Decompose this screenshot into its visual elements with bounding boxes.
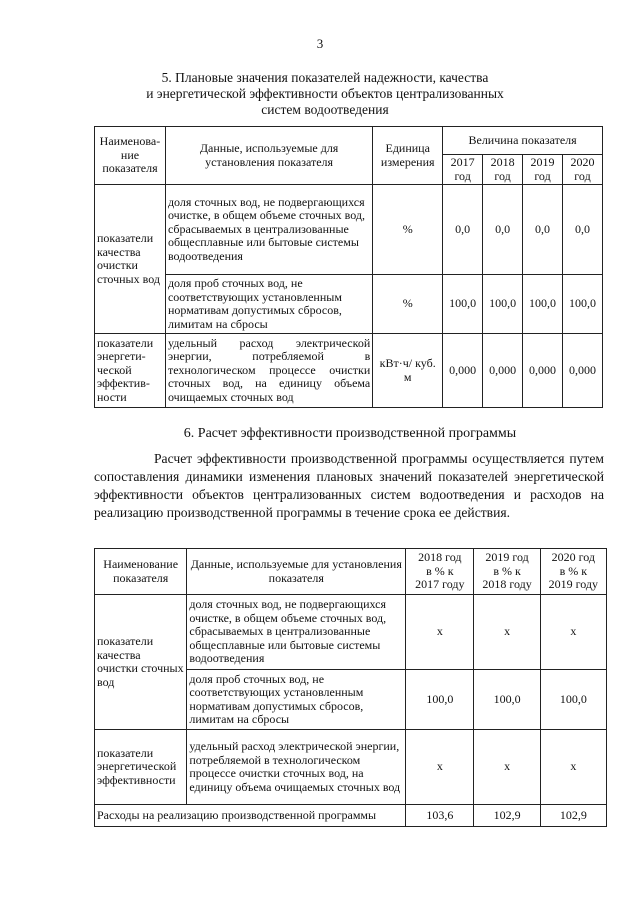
value-cell: 100,0 bbox=[562, 275, 602, 334]
header-year-col: 2018 год в % к 2017 году bbox=[406, 549, 474, 595]
header-value: Величина показателя bbox=[443, 127, 603, 155]
value-cell: 0,000 bbox=[443, 334, 483, 408]
value-cell: х bbox=[540, 595, 606, 670]
value-cell: 0,0 bbox=[562, 185, 602, 275]
value-cell: 0,000 bbox=[483, 334, 523, 408]
value-cell: 100,0 bbox=[540, 670, 606, 730]
row-unit: % bbox=[373, 185, 443, 275]
value-cell: 100,0 bbox=[474, 670, 540, 730]
row-unit: % bbox=[373, 275, 443, 334]
value-cell: 103,6 bbox=[406, 805, 474, 827]
table-row bbox=[95, 185, 603, 275]
efficiency-paragraph: Расчет эффективности производственной программы осуществляется путем сопоставления динамики изменения плановых значений показателей энергетической эффективности объектов централизованных систем водоотведения и расходов на реализацию производственной программы в течение срока ее действия. bbox=[94, 451, 604, 520]
header-year: 2019 год bbox=[523, 155, 563, 185]
header-year: 2017 год bbox=[443, 155, 483, 185]
row-data: доля проб сточных вод, не соответствующих установленным нормативам допустимых сбросов, лимитам на сбросы bbox=[187, 670, 406, 730]
header-data: Данные, используемые для установления показателя bbox=[187, 549, 406, 595]
value-cell: х bbox=[540, 730, 606, 805]
header-data: Данные, используемые для установления показателя bbox=[165, 127, 372, 185]
value-cell: 0,0 bbox=[523, 185, 563, 275]
row-data: удельный расход электрической энергии, потребляемой в технологическом процессе очистки сточных вод, на единицу объема очищаемых сточных вод bbox=[187, 730, 406, 805]
row-unit: кВт·ч/ куб. м bbox=[373, 334, 443, 408]
value-cell: 100,0 bbox=[406, 670, 474, 730]
value-cell: 102,9 bbox=[540, 805, 606, 827]
expenses-label: Расходы на реализацию производственной программы bbox=[95, 805, 406, 827]
efficiency-table bbox=[94, 548, 607, 827]
page-number: 3 bbox=[316, 36, 324, 51]
value-cell: 0,000 bbox=[562, 334, 602, 408]
header-unit: Единица измерения bbox=[373, 127, 443, 185]
value-cell: 0,0 bbox=[483, 185, 523, 275]
expenses-row bbox=[95, 805, 607, 827]
value-cell: 100,0 bbox=[443, 275, 483, 334]
group-name: показатели энергети-ческой эффектив-ности bbox=[95, 334, 166, 408]
table-row bbox=[95, 595, 607, 670]
value-cell: 102,9 bbox=[474, 805, 540, 827]
header-year: 2018 год bbox=[483, 155, 523, 185]
table-row bbox=[95, 275, 603, 334]
header-name: Наименова-ние показателя bbox=[95, 127, 166, 185]
value-cell: х bbox=[406, 595, 474, 670]
group-name: показатели качества очистки сточных вод bbox=[95, 185, 166, 334]
table-row bbox=[95, 334, 603, 408]
group-name: показатели качества очистки сточных вод bbox=[95, 595, 187, 730]
value-cell: х bbox=[406, 730, 474, 805]
header-year-col: 2019 год в % к 2018 году bbox=[474, 549, 540, 595]
row-data: удельный расход электрической энергии, потребляемой в технологическом процессе очистки сточных вод, на единицу объема очищаемых сточных вод bbox=[165, 334, 372, 408]
group-name: показатели энергетической эффективности bbox=[95, 730, 187, 805]
header-name: Наименование показателя bbox=[95, 549, 187, 595]
value-cell: 0,000 bbox=[523, 334, 563, 408]
value-cell: 100,0 bbox=[523, 275, 563, 334]
indicators-table bbox=[94, 126, 603, 408]
section6-title: 6. Расчет эффективности производственной программы bbox=[183, 426, 517, 441]
row-data: доля сточных вод, не подвергающихся очистке, в общем объеме сточных вод, сбрасываемых в централизованные общесплавные или бытовые системы водоотведения bbox=[187, 595, 406, 670]
table-row bbox=[95, 730, 607, 805]
row-data: доля сточных вод, не подвергающихся очисткe, в общем объеме сточных вод, сбрасываемых в централизованные общесплавные или бытовые системы водоотведения bbox=[165, 185, 372, 275]
value-cell: 0,0 bbox=[443, 185, 483, 275]
value-cell: х bbox=[474, 730, 540, 805]
value-cell: 100,0 bbox=[483, 275, 523, 334]
section5-title: 5. Плановые значения показателей надежности, качества и энергетической эффективности объектов централизованных систем водоотведения bbox=[146, 70, 504, 117]
value-cell: х bbox=[474, 595, 540, 670]
row-data: доля проб сточных вод, не соответствующих установленным нормативам допустимых сбросов, лимитам на сбросы bbox=[165, 275, 372, 334]
header-year-col: 2020 год в % к 2019 году bbox=[540, 549, 606, 595]
header-year: 2020 год bbox=[562, 155, 602, 185]
